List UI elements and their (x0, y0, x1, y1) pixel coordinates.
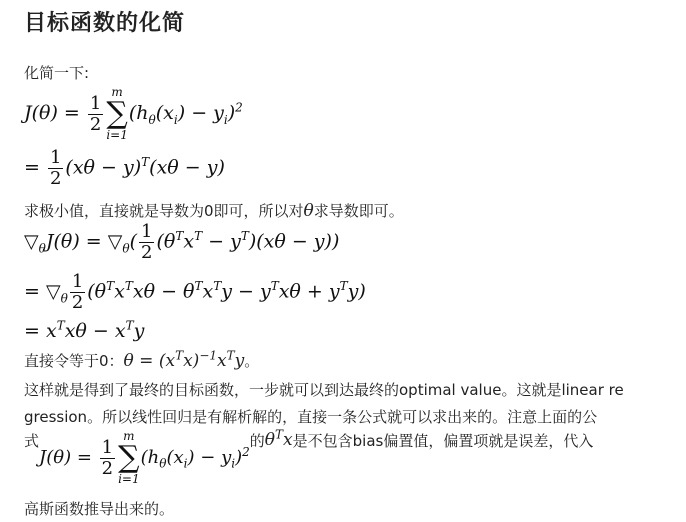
eq2-sup-T: T (141, 155, 150, 170)
eq1-term-4: ) (227, 102, 236, 124)
eq4-p6: xθ + y (278, 280, 340, 303)
eq4-sup-3: T (194, 279, 203, 294)
theta-inline: θ (303, 201, 314, 221)
eq3-sup-1: T (175, 229, 184, 244)
eq4-p5: y − y (221, 280, 271, 303)
para3-formula (39, 429, 250, 486)
eq1-fraction (88, 94, 103, 135)
para3-fraction (100, 438, 115, 479)
para3-sum (118, 430, 140, 486)
eq4-p2: x (114, 280, 125, 303)
eq4-p7: y) (347, 280, 366, 303)
eq3-fraction (139, 222, 154, 263)
eq4-p3: xθ − θ (132, 280, 195, 303)
para3-sub-1: θ (159, 456, 167, 471)
eq4-sup-1: T (106, 279, 115, 294)
eq2-term-2: (xθ − y) (149, 156, 225, 179)
intro-text: 化简一下: (24, 64, 90, 82)
para3-theta-sup: T (275, 427, 284, 442)
closed-form-math (123, 348, 245, 371)
eq5-sup-1: T (56, 318, 65, 333)
cf-sup-3: T (226, 348, 235, 363)
eq3-nabla: ▽ (24, 230, 39, 253)
para3-theta-sym: θ (264, 430, 276, 450)
text-closed-form-before: 直接令等于0： (24, 352, 124, 370)
equation-gradient (24, 222, 339, 263)
eq4-p1: (θ (87, 280, 107, 303)
paragraph-line-1: 这样就是得到了最终的目标函数，一步就可以到达最终的optimal value。这就是linear re (24, 381, 624, 399)
cf-m3: x (217, 351, 227, 371)
eq3-sub-theta-2: θ (122, 241, 130, 256)
section-title: 目标函数的化简 (24, 11, 186, 36)
eq2-frac-num: 1 (49, 147, 62, 168)
eq2-term: (xθ − y) (65, 156, 142, 179)
eq3-sub-theta: θ (38, 241, 46, 256)
eq3-sup-2: T (194, 229, 203, 244)
eq2-fraction (48, 148, 63, 189)
eq5-p3: y (133, 320, 145, 342)
eq4-sup-5: T (270, 279, 279, 294)
eq1-sum (106, 86, 128, 142)
eq3-p4: )(xθ − y)) (248, 230, 340, 253)
equation-gradient-result (24, 320, 144, 342)
eq1-sub-i: i (173, 112, 178, 127)
eq3-frac-num: 1 (141, 221, 153, 242)
eq4-sub-theta: θ (60, 291, 68, 306)
eq3-frac-den: 2 (141, 242, 153, 263)
sigma-symbol: ∑ (118, 440, 140, 475)
para3-r3: ) − y (187, 447, 232, 468)
eq4-p4: x (202, 280, 214, 303)
para3-lhs: J(θ) = (39, 447, 98, 468)
text-closed-form-after: 。 (244, 352, 260, 370)
para3-theta (264, 427, 293, 450)
equation-expanded (24, 272, 366, 313)
equation-objective (24, 86, 243, 142)
eq4-sup-6: T (339, 279, 348, 294)
eq1-sub-theta: θ (148, 112, 156, 127)
para3-sum-bottom: i=1 (118, 472, 140, 486)
eq4-sup-4: T (213, 279, 222, 294)
eq5-p2: xθ − x (64, 320, 126, 342)
sigma-symbol: ∑ (106, 96, 128, 131)
eq1-sub-i-2: i (223, 112, 228, 127)
para3-x: x (283, 430, 293, 450)
eq5-sup-2: T (125, 318, 134, 333)
para3-mid: 的 (249, 432, 265, 450)
para3-sub-2: i (183, 456, 188, 471)
cf-sup-1: T (175, 348, 184, 363)
paragraph-line-4: 高斯函数推导出来的。 (24, 500, 175, 518)
paragraph-line-3 (24, 427, 594, 486)
eq1-sum-bottom: i=1 (106, 128, 128, 142)
para3-r1: (h (140, 447, 160, 468)
para3-after: 是不包含bias偏置值，偏置项就是误差，代入 (292, 432, 594, 450)
eq1-sum-top: m (111, 85, 123, 99)
eq4-lhs: = ▽ (24, 280, 61, 303)
para3-frac-num: 1 (101, 436, 114, 458)
eq4-fraction (70, 272, 85, 313)
eq1-term-3: ) − y (177, 102, 224, 124)
eq1-frac-den: 2 (89, 113, 102, 135)
equation-matrix-form (24, 148, 225, 189)
eq3-lhs-2: J(θ) = ▽ (45, 230, 123, 253)
para3-before: 式 (24, 432, 40, 450)
eq3-p2: x (183, 230, 195, 253)
text-closed-form (24, 350, 259, 371)
text-minimize-after: 求导数即可。 (313, 202, 404, 220)
eq4-frac-den: 2 (71, 292, 84, 313)
para3-sub-3: i (231, 456, 236, 471)
eq3-sup-3: T (240, 229, 249, 244)
text-minimize-before: 求极小值，直接就是导数为0即可，所以对 (24, 202, 304, 220)
eq1-lhs: J(θ) = (24, 102, 86, 124)
eq3-p3: − y (202, 230, 241, 253)
para3-frac-den: 2 (101, 457, 114, 479)
text-minimize (24, 200, 404, 221)
para3-r4: ) (235, 447, 243, 468)
para3-r2: (x (166, 447, 184, 468)
eq1-term: (h (128, 102, 149, 124)
cf-sup-2: −1 (199, 348, 218, 363)
paragraph-line-2: gression。所以线性回归是有解析解的，直接一条公式就可以求出来的。注意上面的公 (24, 408, 598, 426)
eq3-p1: (θ (156, 230, 176, 253)
eq1-sup-2: 2 (235, 100, 243, 115)
eq4-frac-num: 1 (71, 271, 84, 292)
cf-m1: θ = (x (123, 351, 176, 371)
eq2-frac-den: 2 (49, 168, 62, 189)
eq2-lhs: = (24, 156, 46, 179)
cf-m2: x) (183, 351, 200, 371)
eq1-term-2: (x (155, 102, 174, 124)
para3-sup-2: 2 (242, 445, 250, 459)
eq1-frac-num: 1 (89, 92, 102, 114)
para3-sum-top: m (123, 429, 135, 443)
eq4-sup-2: T (124, 279, 133, 294)
cf-m4: y (234, 351, 245, 371)
eq5-p1: = x (24, 320, 57, 342)
eq3-open: ( (129, 230, 138, 253)
